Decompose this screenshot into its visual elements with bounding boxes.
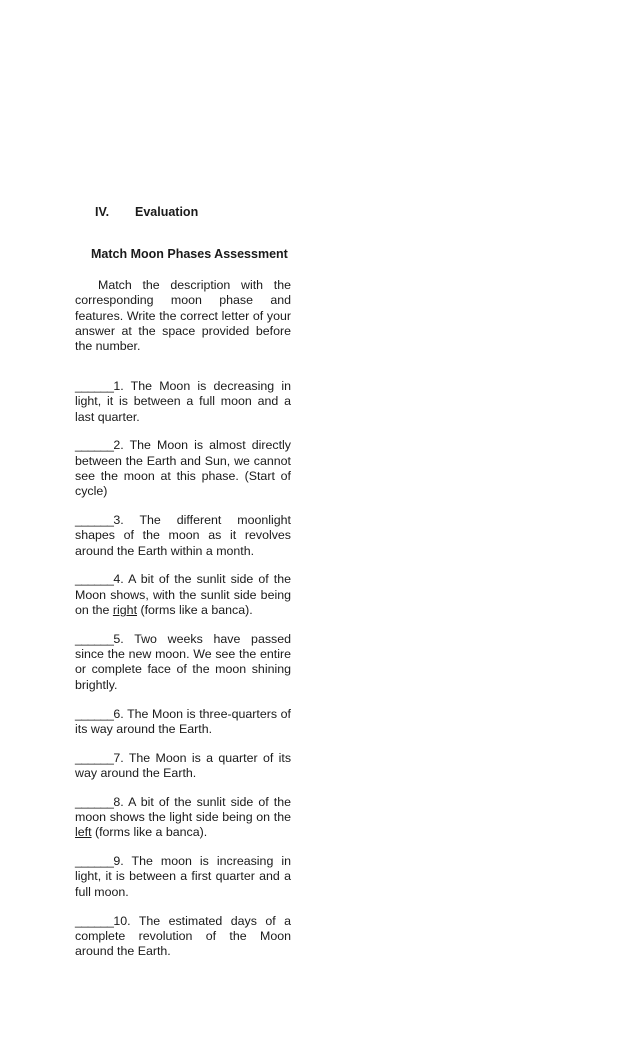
answer-blank: ______ [75, 913, 114, 928]
answer-blank: ______ [75, 750, 114, 765]
section-number: IV. [95, 205, 110, 219]
question-text: The Moon is three-quarters of its way around the Earth. [75, 706, 291, 736]
question-text: The moon is increasing in light, it is between a first quarter and a full moon. [75, 854, 291, 899]
question-text-end: (forms like a banca). [91, 825, 208, 840]
answer-blank: ______ [75, 438, 114, 453]
question-list [75, 379, 291, 973]
question-item [75, 854, 291, 900]
question-item [75, 914, 291, 960]
question-item [75, 751, 291, 782]
question-item [75, 513, 291, 559]
underlined-word: right [112, 603, 138, 618]
question-item [75, 438, 291, 499]
question-number: 3. [113, 513, 124, 528]
question-number: 6. [113, 706, 124, 721]
question-text: A bit of the sunlit side of the Moon shows, with the sunlit side being on the [75, 572, 291, 618]
question-item [75, 632, 291, 693]
answer-blank: ______ [75, 631, 114, 646]
question-item [75, 795, 291, 841]
question-text: A bit of the sunlit side of the moon shows the light side being on the [75, 794, 291, 825]
question-number: 8. [113, 794, 124, 809]
question-text: The different moonlight shapes of the moon as it revolves around the Earth within a month. [75, 513, 292, 558]
question-text: The Moon is a quarter of its way around the Earth. [75, 750, 292, 780]
question-text: The Moon is almost directly between the Earth and Sun, we cannot see the moon at this phase. (Start of cycle) [75, 438, 291, 499]
question-text: Two weeks have passed since the new moon. We see the entire or complete face of the moon shining brightly. [75, 631, 292, 692]
question-number: 10. [113, 913, 131, 928]
question-number: 7. [113, 750, 124, 765]
answer-blank: ______ [75, 854, 114, 869]
section-title: Evaluation [135, 205, 199, 219]
underlined-word: left [75, 825, 92, 840]
question-text: The Moon is decreasing in light, it is between a full moon and a last quarter. [75, 379, 291, 424]
question-text: The estimated days of a complete revolution of the Moon around the Earth. [75, 913, 291, 959]
answer-blank: ______ [75, 706, 114, 721]
answer-blank: ______ [75, 513, 114, 528]
question-number: 1. [113, 379, 124, 393]
question-number: 4. [113, 572, 124, 587]
answer-blank: ______ [75, 379, 114, 393]
instructions-paragraph: Match the description with the corresponding moon phase and features. Write the correct letter of your answer at the space provided before the number. [75, 278, 291, 354]
question-number: 9. [113, 854, 124, 869]
question-text-end: (forms like a banca). [137, 603, 253, 618]
question-item [75, 379, 291, 425]
question-number: 2. [113, 438, 124, 453]
section-heading [95, 205, 198, 219]
question-item [75, 707, 291, 738]
assessment-title: Match Moon Phases Assessment [91, 247, 288, 261]
answer-blank: ______ [75, 794, 114, 809]
answer-blank: ______ [75, 572, 114, 587]
question-item [75, 572, 291, 618]
question-number: 5. [113, 631, 124, 646]
